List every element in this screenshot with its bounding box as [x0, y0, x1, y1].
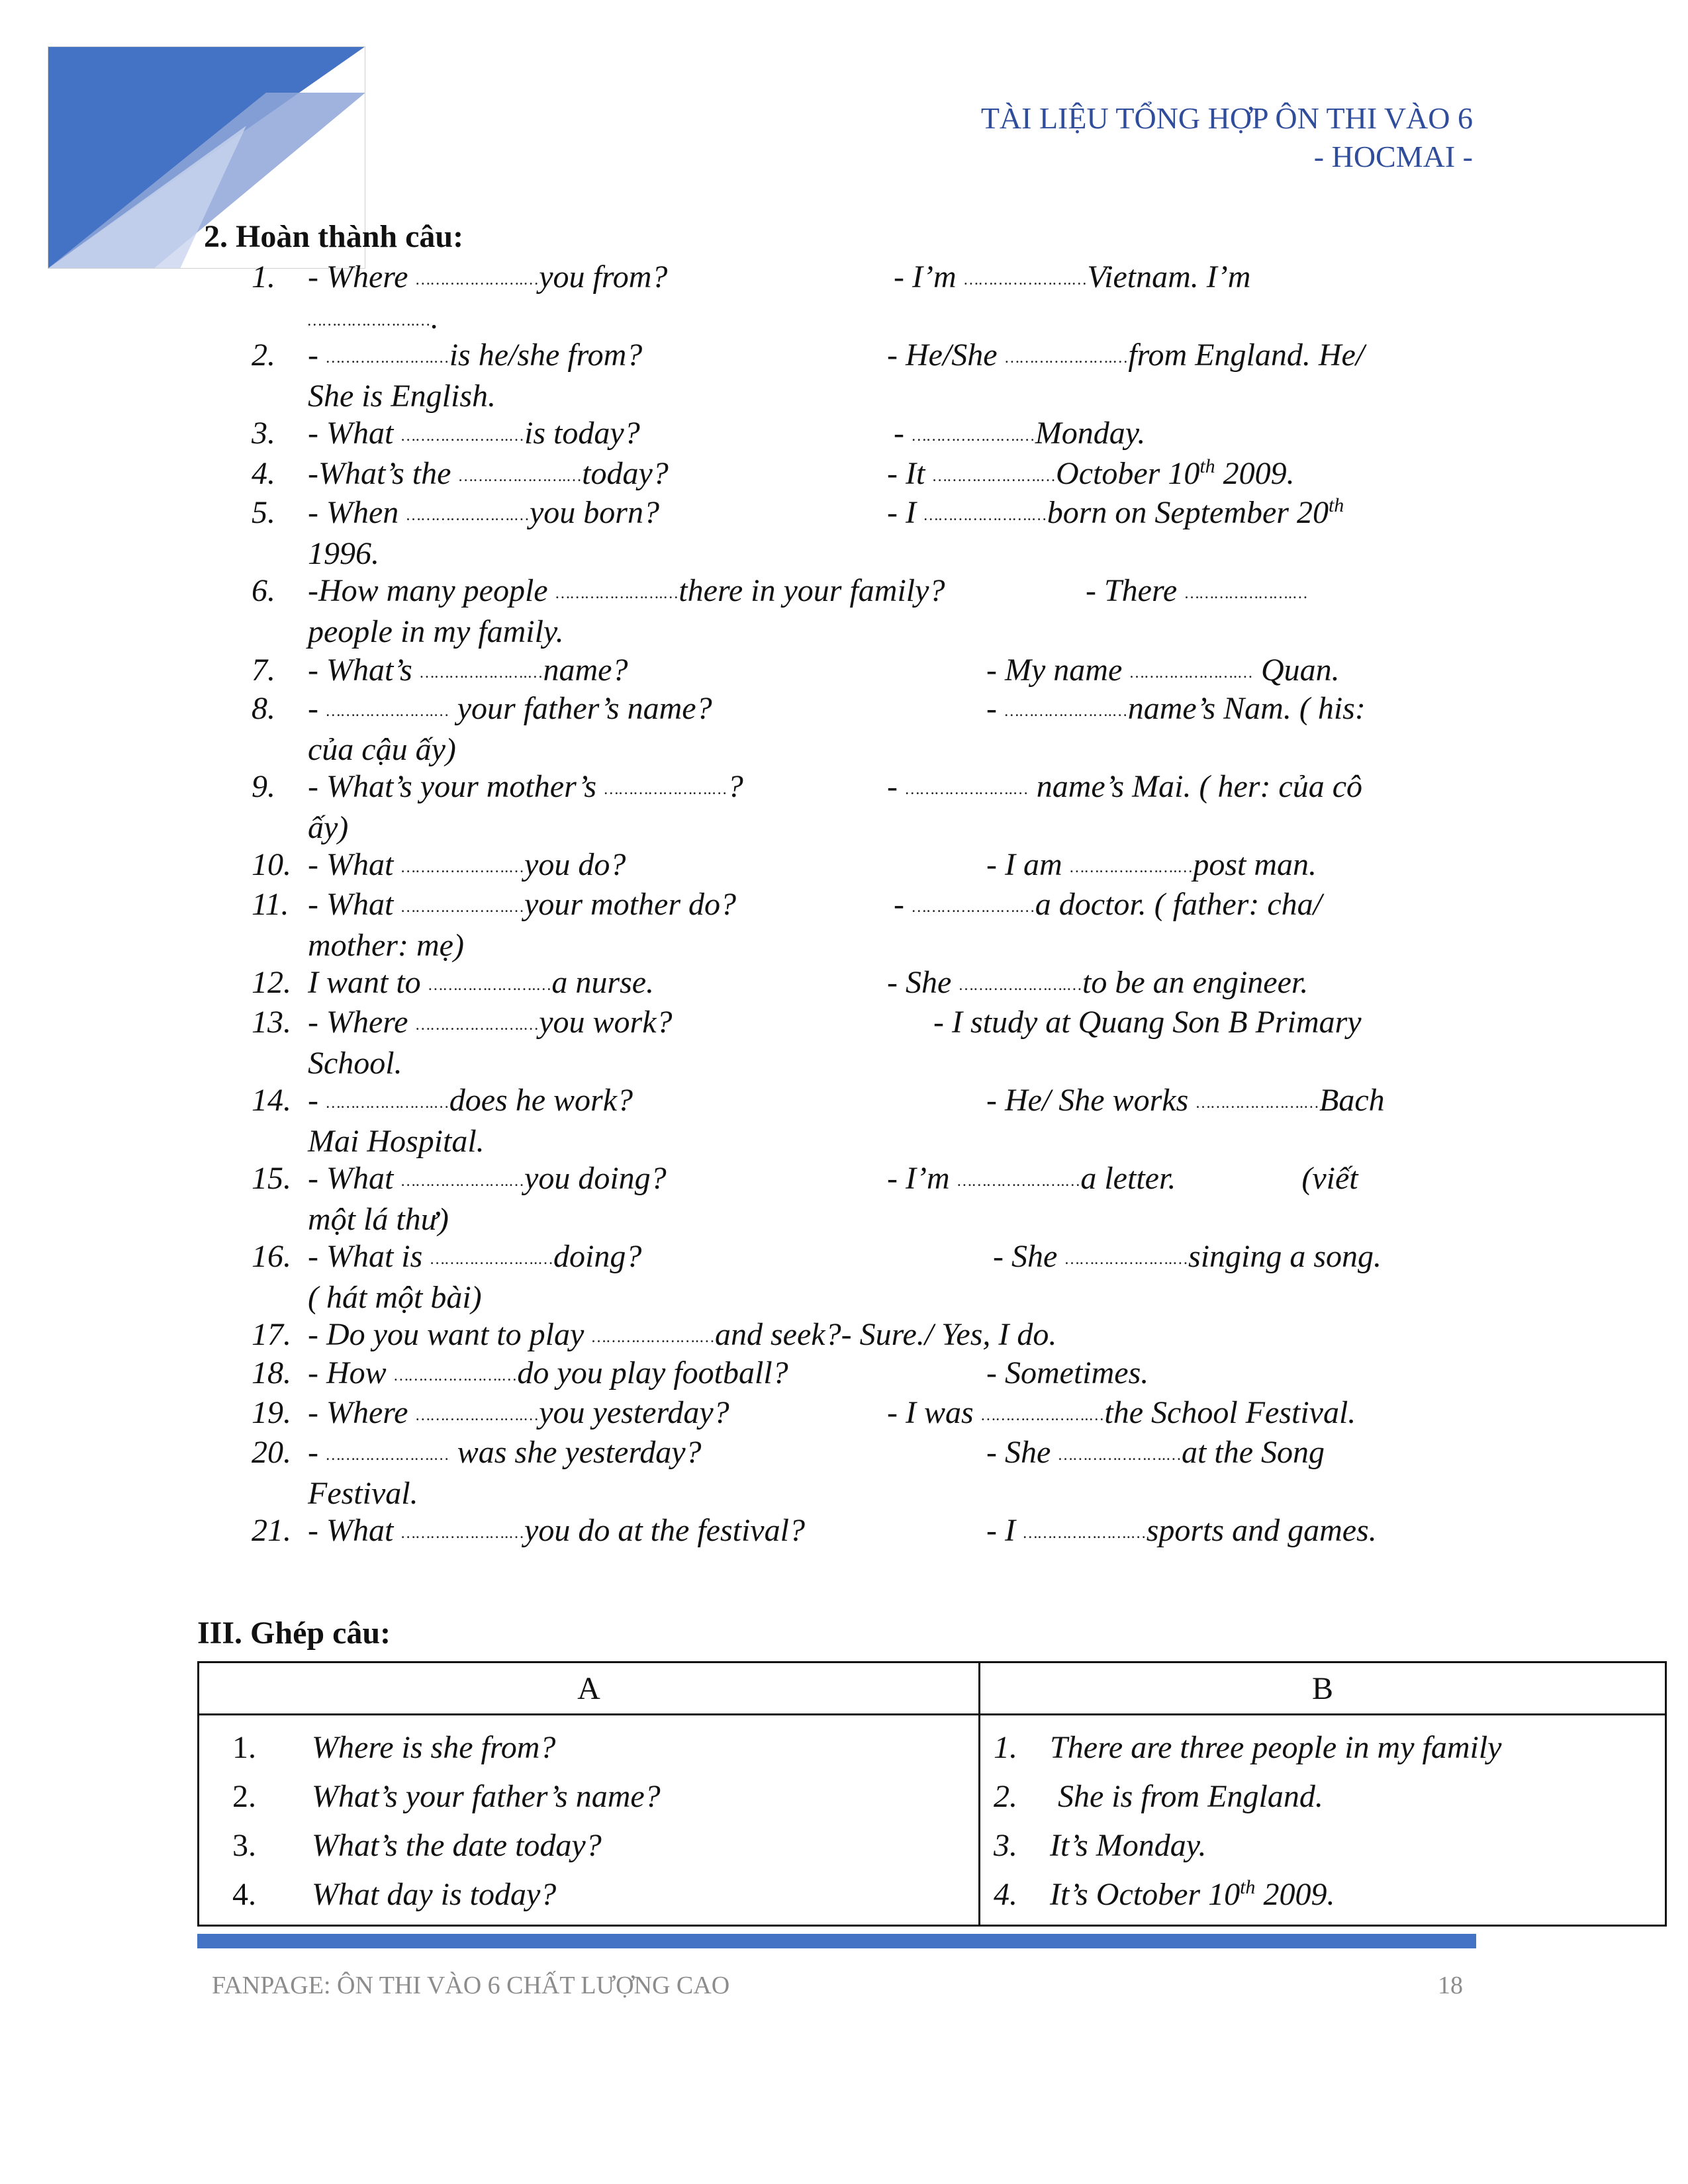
footer-fanpage: FANPAGE: ÔN THI VÀO 6 CHẤT LƯỢNG CAO: [212, 1972, 730, 1999]
question-number: 11.: [252, 887, 289, 922]
blank-dots: ………………….…: [326, 349, 449, 367]
question-text: - What ………………….…you do at the festival?: [308, 1513, 805, 1548]
column-b-header: B: [980, 1662, 1666, 1715]
question-number: 18.: [252, 1355, 291, 1390]
question-text: - Where ………………….…you from?: [308, 259, 668, 295]
question-text: - What’s your mother’s ………………….…?: [308, 769, 743, 804]
question-number: 1.: [252, 259, 275, 295]
blank-dots: ………………….…: [459, 467, 583, 485]
answer-text: - I ………………….…sports and games.: [986, 1513, 1377, 1548]
item-text: What day is today?: [312, 1877, 557, 1912]
question-text: -How many people ………………….…there in your family?: [308, 573, 945, 608]
blank-dots: ………………….…: [1065, 1250, 1189, 1268]
blank-dots: ………………….…: [555, 584, 679, 602]
blank-dots: ………………….…: [420, 664, 543, 682]
superscript: th: [1240, 1876, 1256, 1898]
question-number: 13.: [252, 1005, 291, 1040]
blank-dots: ………………….…: [416, 271, 539, 289]
question-number: 5.: [252, 495, 275, 530]
answer-text: - I’m ………………….…a letter. (viết: [887, 1161, 1358, 1196]
header-title: TÀI LIỆU TỔNG HỢP ÔN THI VÀO 6: [980, 101, 1473, 135]
blank-dots: ………………….…: [957, 1172, 1081, 1190]
question-continuation: 1996.: [308, 536, 379, 571]
blank-dots: ………………….…: [1196, 1094, 1319, 1112]
question-text: - Do you want to play ………………….…and seek?- Sure./ Yes, I do.: [308, 1317, 1057, 1352]
question-text: - What ………………….…your mother do?: [308, 887, 736, 922]
blank-dots: ………………….…: [1070, 858, 1194, 876]
question-text: - ………………….… was she yesterday?: [308, 1435, 702, 1470]
item-number: 4.: [994, 1877, 1017, 1912]
item-number: 1.: [232, 1730, 256, 1765]
blank-dots: ………………….…: [430, 1250, 554, 1268]
question-text: - What’s ………………….…name?: [308, 653, 628, 688]
answer-text: - He/ She works ………………….…Bach: [986, 1083, 1385, 1118]
question-number: 20.: [252, 1435, 291, 1470]
question-text: - What is ………………….…doing?: [308, 1239, 642, 1274]
blank-dots: ………………….…: [912, 898, 1035, 916]
question-text: I want to ………………….…a nurse.: [308, 965, 655, 1000]
blank-dots: ………………….…: [1023, 1524, 1147, 1542]
blank-dots: ………………….…: [1005, 349, 1129, 367]
blank-dots: ………………….…: [964, 271, 1088, 289]
match-b-item: [994, 1821, 1652, 1870]
question-continuation: She is English.: [308, 379, 496, 414]
question-continuation: ( hát một bài): [308, 1280, 482, 1315]
document-header: [981, 99, 1473, 176]
item-number: 2.: [994, 1779, 1017, 1814]
item-text: She is from England.: [1050, 1779, 1323, 1814]
footer: [212, 1971, 1463, 2000]
blank-dots: ………………….…: [401, 898, 525, 916]
question-text: - What ………………….…you doing?: [308, 1161, 667, 1196]
answer-text: - She ………………….…singing a song.: [993, 1239, 1382, 1274]
blank-dots: ………………….…: [905, 780, 1029, 798]
question-text: - ………………….…is he/she from?: [308, 338, 643, 373]
question-text: -What’s the ………………….…today?: [308, 456, 669, 491]
question-number: 6.: [252, 573, 275, 608]
question-number: 3.: [252, 416, 275, 451]
blank-dots: ………………….…: [401, 858, 525, 876]
answer-text: - ………………….…name’s Nam. ( his:: [986, 691, 1366, 726]
answer-text: - She ………………….…at the Song: [986, 1435, 1325, 1470]
blank-dots: ………………….…: [912, 427, 1035, 445]
question-text: - What ………………….…is today?: [308, 416, 640, 451]
match-a-item: [212, 1723, 965, 1772]
question-number: 14.: [252, 1083, 291, 1118]
question-continuation: một lá thư): [308, 1202, 449, 1237]
blank-dots: ………………….…: [592, 1328, 715, 1346]
question-continuation: mother: mẹ): [308, 928, 464, 963]
blank-dots: ………………….…: [394, 1367, 518, 1385]
question-continuation: Mai Hospital.: [308, 1124, 485, 1159]
answer-text: - Sometimes.: [986, 1355, 1149, 1390]
question-text: - When ………………….…you born?: [308, 495, 659, 530]
question-number: 17.: [252, 1317, 291, 1352]
item-number: 1.: [994, 1730, 1017, 1765]
answer-text: - I study at Quang Son B Primary: [933, 1005, 1362, 1040]
item-text: There are three people in my family: [1050, 1730, 1502, 1765]
match-b-item: [994, 1723, 1652, 1772]
question-continuation: School.: [308, 1046, 402, 1081]
answer-text: - I am ………………….…post man.: [986, 847, 1317, 882]
column-a-header: A: [199, 1662, 980, 1715]
question-number: 7.: [252, 653, 275, 688]
blank-dots: ………………….…: [1130, 664, 1253, 682]
item-number: 4.: [232, 1877, 256, 1912]
question-continuation: ấy): [308, 810, 349, 845]
question-number: 9.: [252, 769, 275, 804]
answer-text: - ………………….…Monday.: [894, 416, 1146, 451]
question-number: 19.: [252, 1395, 291, 1430]
question-number: 4.: [252, 456, 275, 491]
answer-text: - ………………….… name’s Mai. ( her: của cô: [887, 769, 1363, 804]
question-number: 2.: [252, 338, 275, 373]
item-text: What’s your father’s name?: [312, 1779, 661, 1814]
answer-text: - She ………………….…to be an engineer.: [887, 965, 1309, 1000]
blank-dots: ………………….…: [401, 427, 525, 445]
answer-text: - I ………………….…born on September 20th: [887, 494, 1344, 530]
item-number: 3.: [994, 1828, 1017, 1863]
question-text: - Where ………………….…you yesterday?: [308, 1395, 729, 1430]
question-number: 10.: [252, 847, 291, 882]
superscript: th: [1328, 494, 1344, 516]
match-b-item: [994, 1870, 1652, 1919]
blank-dots: ………………….…: [326, 702, 449, 720]
blank-dots: ………………….…: [1004, 702, 1128, 720]
item-text-tail: 2009.: [1255, 1877, 1335, 1912]
page-number: 18: [1438, 1972, 1463, 1999]
answer-text: - My name ………………….… Quan.: [986, 653, 1340, 688]
answer-text: - ………………….…a doctor. ( father: cha/: [894, 887, 1322, 922]
question-number: 8.: [252, 691, 275, 726]
question-number: 16.: [252, 1239, 291, 1274]
answer-text: - I was ………………….…the School Festival.: [887, 1395, 1356, 1430]
header-subtitle: - HOCMAI -: [1313, 140, 1473, 173]
superscript: th: [1199, 455, 1215, 477]
question-text: - ………………….… your father’s name?: [308, 691, 712, 726]
question-number: 21.: [252, 1513, 291, 1548]
blank-dots: ………………….…: [923, 506, 1047, 524]
blank-dots: ………………….…: [1058, 1446, 1182, 1464]
column-a-items: [199, 1715, 980, 1926]
column-b-items: [980, 1715, 1666, 1926]
blank-dots: ………………….…: [401, 1172, 525, 1190]
match-a-item: [212, 1821, 965, 1870]
question-continuation: ………………….….: [308, 300, 439, 336]
match-a-item: [212, 1772, 965, 1821]
answer-text: - There ………………….…: [1086, 573, 1308, 608]
item-text: What’s the date today?: [312, 1828, 602, 1863]
item-number: 3.: [232, 1828, 256, 1863]
question-text: - What ………………….…you do?: [308, 847, 626, 882]
blank-dots: ………………….…: [1185, 584, 1308, 602]
blank-dots: ………………….…: [406, 506, 530, 524]
answer-text: - He/She ………………….…from England. He/: [887, 338, 1365, 373]
blank-dots: ………………….…: [416, 1406, 539, 1424]
question-number: 15.: [252, 1161, 291, 1196]
question-text: - Where ………………….…you work?: [308, 1005, 673, 1040]
question-continuation: people in my family.: [308, 614, 564, 649]
question-text: - How ………………….…do you play football?: [308, 1355, 788, 1390]
item-text: Where is she from?: [312, 1730, 556, 1765]
match-b-item: [994, 1772, 1652, 1821]
blank-dots: ………………….…: [981, 1406, 1105, 1424]
blank-dots: ………………….…: [959, 976, 1083, 994]
answer-text: - It ………………….…October 10th 2009.: [887, 455, 1295, 491]
section-3-title: III. Ghép câu:: [197, 1615, 391, 1651]
question-continuation: của cậu ấy): [308, 732, 456, 767]
blank-dots: ………………….…: [308, 312, 431, 330]
blank-dots: ………………….…: [326, 1446, 449, 1464]
question-number: 12.: [252, 965, 291, 1000]
blank-dots: ………………….…: [933, 467, 1056, 485]
item-text: It’s Monday.: [1050, 1828, 1207, 1863]
answer-text: - I’m ………………….…Vietnam. I’m: [894, 259, 1251, 295]
blank-dots: ………………….…: [604, 780, 727, 798]
matching-table: [197, 1661, 1667, 1927]
item-number: 2.: [232, 1779, 256, 1814]
footer-bar: [197, 1934, 1476, 1948]
blank-dots: ………………….…: [416, 1016, 539, 1034]
blank-dots: ………………….…: [326, 1094, 449, 1112]
blank-dots: ………………….…: [428, 976, 552, 994]
match-a-item: [212, 1870, 965, 1919]
item-text: It’s October 10: [1050, 1877, 1241, 1912]
blank-dots: ………………….…: [401, 1524, 525, 1542]
question-text: - ………………….…does he work?: [308, 1083, 633, 1118]
question-continuation: Festival.: [308, 1476, 418, 1511]
section-2-title: 2. Hoàn thành câu:: [204, 219, 464, 254]
answer-note: (viết: [1301, 1161, 1358, 1196]
